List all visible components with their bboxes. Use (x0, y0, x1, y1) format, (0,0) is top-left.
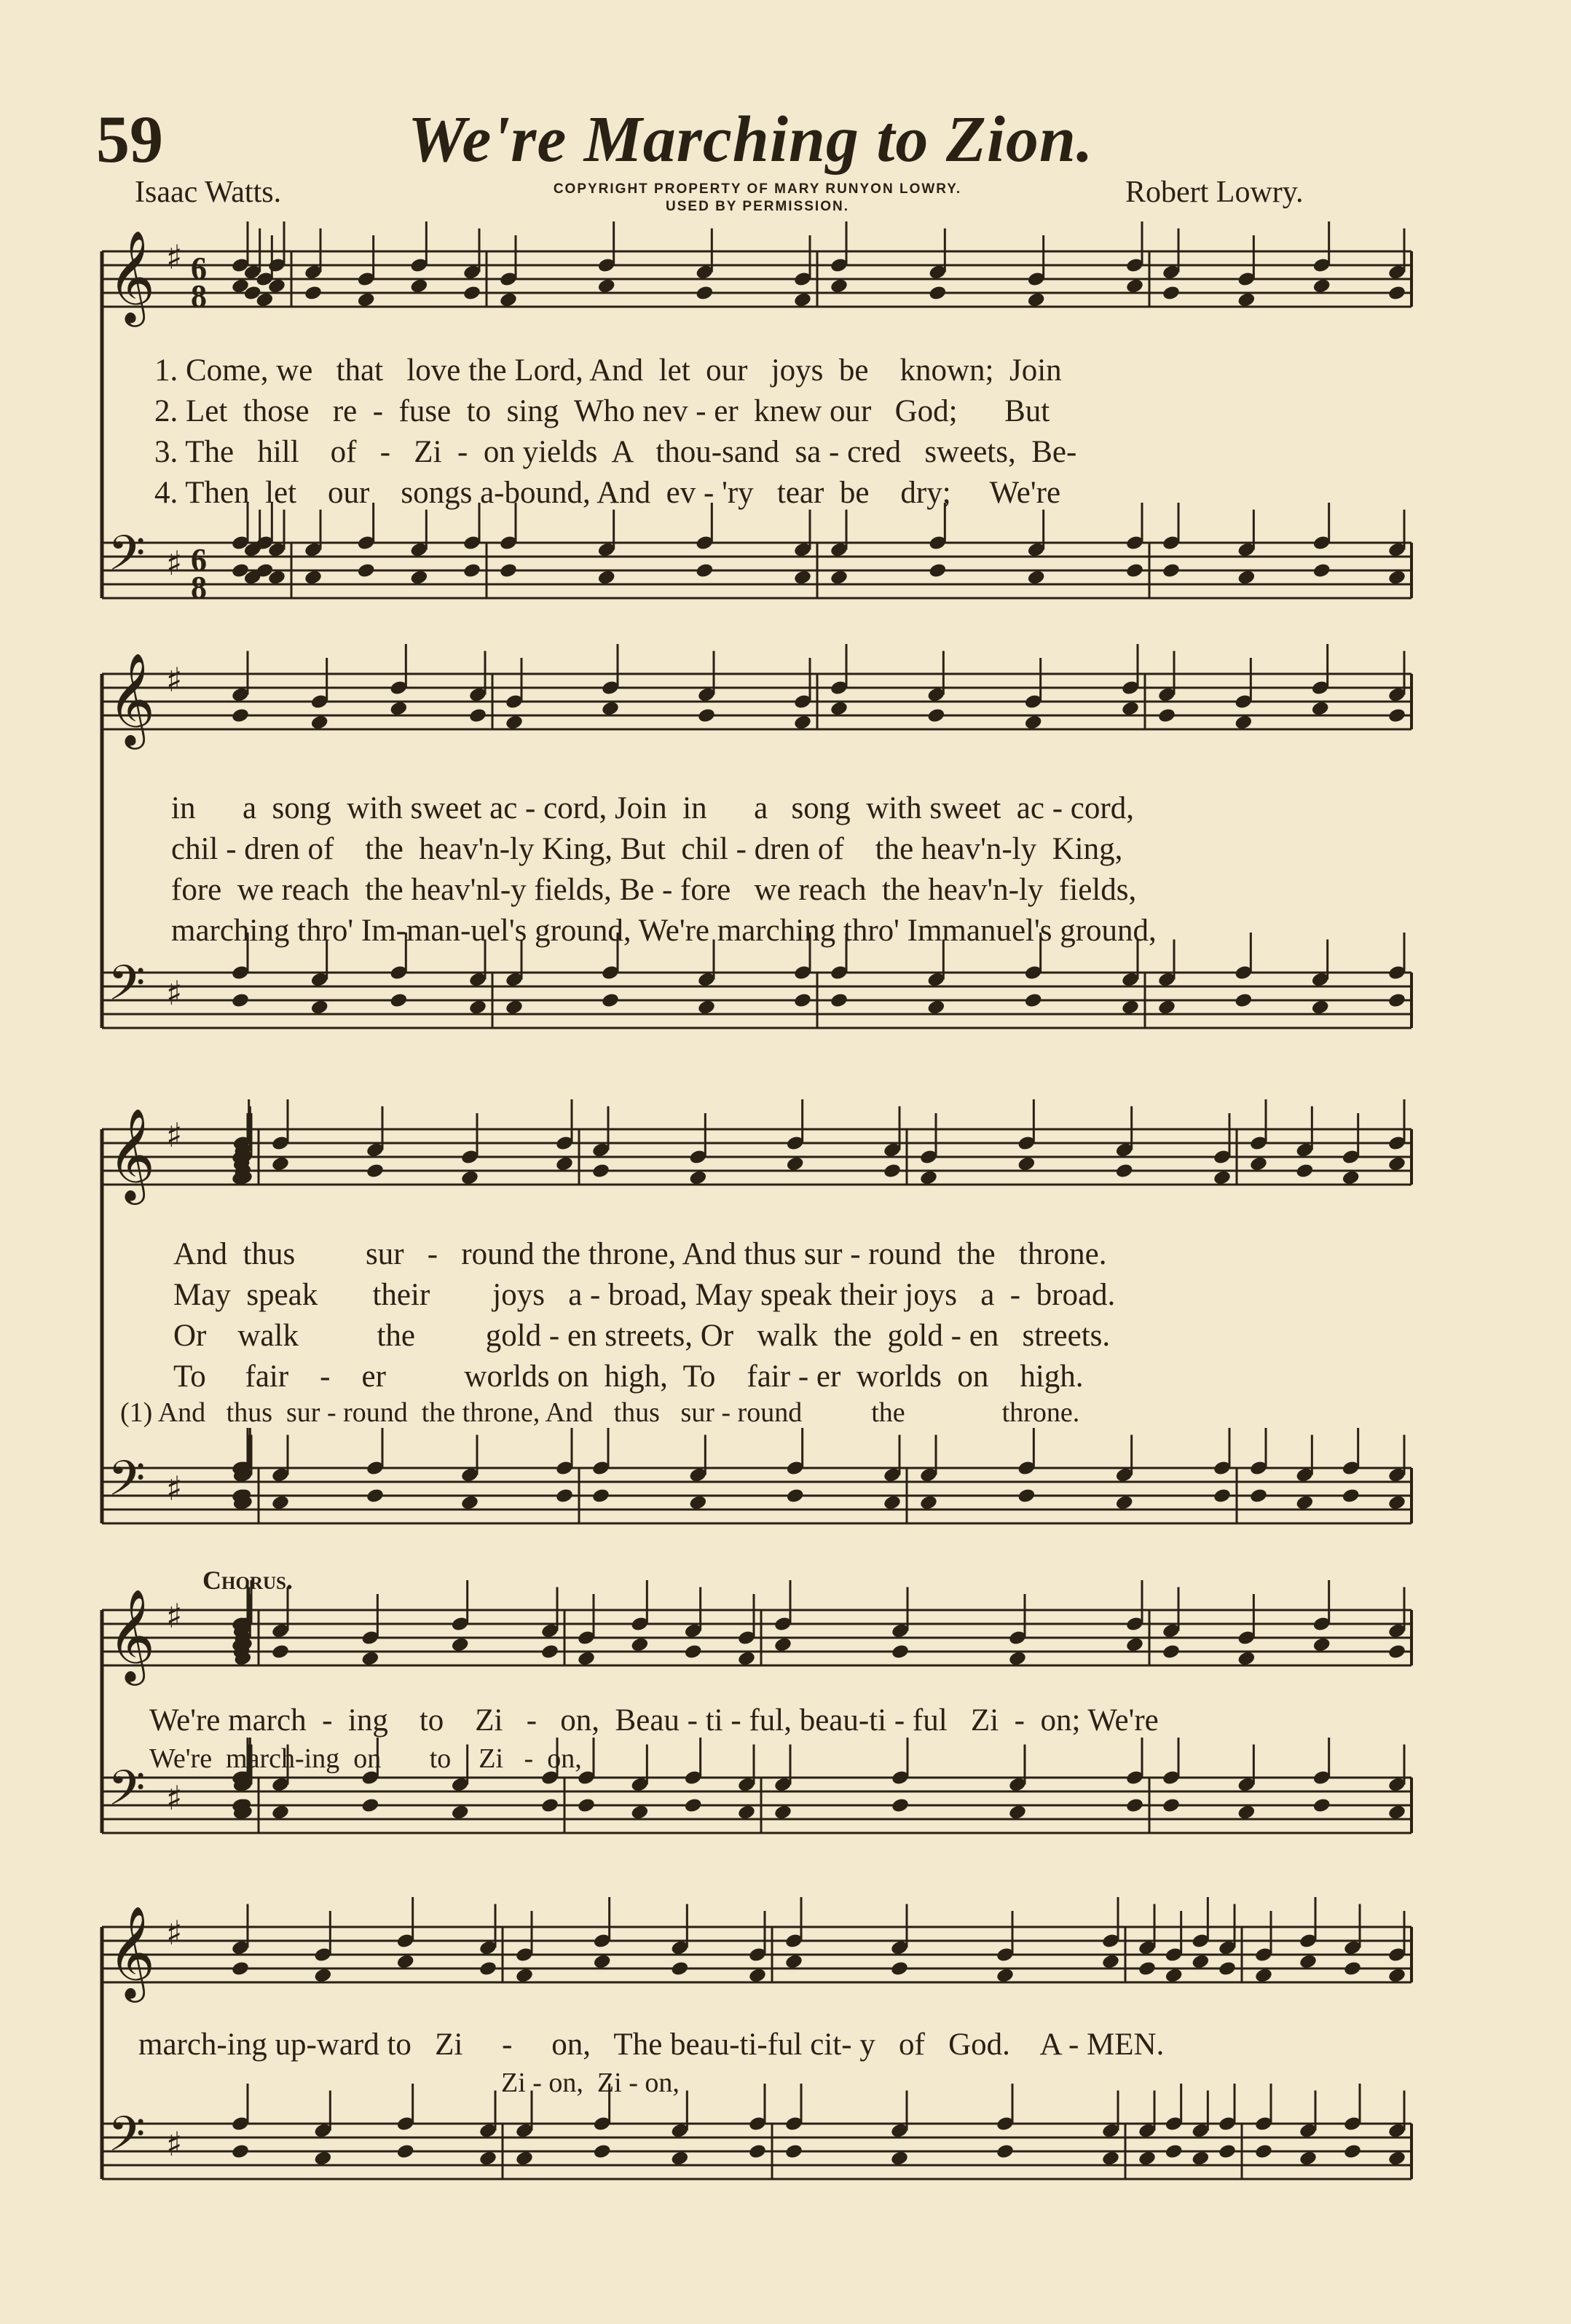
note-head (1234, 992, 1253, 1009)
note-head (304, 569, 323, 586)
note-head (1299, 1953, 1318, 1970)
note-head (409, 278, 428, 294)
note-head (1165, 2143, 1184, 2160)
note-head (505, 999, 524, 1016)
note-head (304, 285, 323, 302)
note-head (1024, 714, 1043, 731)
note-head (1017, 1155, 1036, 1172)
note-head (890, 2150, 909, 2167)
note-head (883, 1163, 902, 1179)
note-head (540, 1644, 559, 1660)
note-head (1162, 1797, 1181, 1814)
note-head (577, 1650, 596, 1667)
note-head (1249, 1488, 1268, 1504)
sharp-icon: ♯ (166, 1469, 183, 1508)
note-head (1295, 1163, 1314, 1179)
note-head (890, 1960, 909, 1977)
note-head (555, 1155, 574, 1172)
note-head (1343, 2143, 1362, 2160)
note-head (310, 999, 329, 1016)
treble-clef-icon: 𝄞 (108, 229, 156, 323)
note-head (451, 1636, 470, 1653)
note-head (1312, 1636, 1331, 1653)
lyric-verse-4-line-1: 4. Then let our songs a-bound, And ev - 'ry tear be dry; We're (154, 476, 1061, 510)
note-head (231, 2143, 250, 2160)
note-head (479, 2150, 497, 2167)
note-head (366, 1488, 385, 1504)
note-head (928, 562, 947, 579)
bass-clef-icon: 𝄢 (108, 1760, 146, 1828)
note-head (499, 291, 518, 308)
note-head (737, 1650, 756, 1667)
note-head (670, 2150, 689, 2167)
note-head (1027, 569, 1046, 586)
time-signature-bottom: 8 (191, 278, 207, 314)
note-head (601, 992, 620, 1009)
note-head (1249, 1155, 1268, 1172)
note-head (1387, 285, 1406, 302)
note-head (919, 1169, 938, 1186)
note-head (1254, 1967, 1273, 1984)
note-head (1295, 1494, 1314, 1511)
note-head (748, 1967, 767, 1984)
sharp-icon: ♯ (166, 1115, 183, 1155)
lyric-verse-3-line-3: Or walk the gold - en streets, Or walk the gold - en streets. (173, 1319, 1111, 1353)
note-head (1387, 992, 1406, 1009)
note-head (1017, 1488, 1036, 1504)
composer: Robert Lowry. (1125, 176, 1304, 209)
note-head (1342, 1488, 1361, 1504)
treble-clef-icon: 𝄞 (108, 1588, 156, 1681)
note-head (1125, 1636, 1144, 1653)
lyric-verse-2-line-1: 2. Let those re - fuse to sing Who nev - er knew our God; But (154, 394, 1050, 428)
lyric-verse-2-line-2: chil - dren of the heav'n-ly King, But chil - dren of the heav'n-ly King, (171, 832, 1123, 866)
note-head (468, 707, 487, 724)
note-head (1387, 1804, 1406, 1821)
treble-clef-icon: 𝄞 (108, 652, 156, 745)
note-head (593, 2143, 612, 2160)
note-head (737, 1804, 756, 1821)
note-head (684, 1644, 703, 1660)
note-head (366, 1163, 385, 1179)
note-head (515, 1967, 534, 1984)
note-head (928, 285, 947, 302)
note-head (1162, 1644, 1181, 1660)
note-head (784, 2143, 803, 2160)
note-head (1157, 707, 1176, 724)
note-head (515, 2150, 534, 2167)
note-head (231, 707, 250, 724)
note-head (1299, 2150, 1318, 2167)
lyric-verse-1-line-2: in a song with sweet ac - cord, Join in a song with sweet ac - cord, (171, 791, 1134, 825)
note-head (786, 1155, 805, 1172)
note-head (597, 278, 616, 294)
sharp-icon: ♯ (166, 1596, 183, 1636)
note-head (601, 700, 620, 717)
time-signature-top: 6 (191, 251, 207, 286)
note-head (462, 285, 481, 302)
lyric-verse-3-line-2: fore we reach the heav'nl-y fields, Be - fore we reach the heav'n-ly fields, (171, 873, 1137, 907)
author: Isaac Watts. (135, 176, 282, 209)
note-head (1115, 1163, 1134, 1179)
note-head (1387, 1967, 1406, 1984)
note-head (1191, 2150, 1210, 2167)
note-head (1115, 1494, 1134, 1511)
note-head (830, 569, 849, 586)
lyric-verse-2-line-3: May speak their joys a - broad, May speak their joys a - broad. (173, 1278, 1116, 1312)
note-head (773, 1804, 792, 1821)
note-head (505, 714, 524, 731)
note-head (1218, 1960, 1237, 1977)
note-head (1343, 1960, 1362, 1977)
note-head (597, 569, 616, 586)
lyric-verse-4-line-2: marching thro' Im-man-uel's ground, We're marching thro' Immanuel's ground, (171, 914, 1157, 948)
treble-clef-icon: 𝄞 (108, 1905, 156, 1998)
note-head (1237, 569, 1256, 586)
note-head (1312, 562, 1331, 579)
note-head (773, 1636, 792, 1653)
note-head (1312, 278, 1331, 294)
note-head (1138, 2150, 1157, 2167)
sharp-icon: ♯ (166, 543, 183, 583)
note-head (830, 992, 849, 1009)
note-head (361, 1650, 379, 1667)
note-head (697, 707, 716, 724)
note-head (784, 1953, 803, 1970)
bass-clef-icon: 𝄢 (108, 2106, 146, 2174)
note-head (310, 714, 329, 731)
note-head (479, 1960, 497, 1977)
note-head (1311, 999, 1330, 1016)
note-head (313, 1967, 332, 1984)
note-head (996, 2143, 1015, 2160)
permission-line: USED BY PERMISSION. (666, 199, 849, 214)
note-head (1237, 291, 1256, 308)
treble-clef-icon: 𝄞 (108, 1107, 156, 1201)
note-head (830, 700, 849, 717)
note-head (1387, 569, 1406, 586)
note-head (830, 278, 849, 294)
note-head (460, 1169, 479, 1186)
note-head (1157, 999, 1176, 1016)
note-head (1234, 714, 1253, 731)
note-head (389, 992, 408, 1009)
note-head (577, 1797, 596, 1814)
note-head (695, 285, 714, 302)
hymn-number: 59 (96, 102, 163, 176)
note-head (891, 1797, 910, 1814)
time-signature-bottom: 8 (191, 570, 207, 605)
note-head (793, 569, 812, 586)
note-head (540, 1797, 559, 1814)
note-head (271, 1644, 290, 1660)
note-head (1162, 285, 1181, 302)
hymn-title: We're Marching to Zion. (408, 103, 1094, 176)
chorus-bass-lyric-line-1: We're march-ing on to Zi - on, (149, 1743, 582, 1774)
chorus-lyric-line-1: We're march - ing to Zi - on, Beau - ti - ful, beau-ti - ful Zi - on; We're (149, 1703, 1159, 1738)
sharp-icon: ♯ (166, 237, 183, 277)
chorus-label: Chorus. (202, 1566, 293, 1595)
note-head (1165, 1967, 1184, 1984)
note-head (361, 1797, 379, 1814)
note-head (1191, 1953, 1210, 1970)
note-head (786, 1488, 805, 1504)
note-head (1213, 1488, 1232, 1504)
note-head (1387, 1494, 1406, 1511)
note-head (1237, 1650, 1256, 1667)
note-head (926, 707, 945, 724)
note-head (1125, 562, 1144, 579)
note-head (231, 992, 250, 1009)
note-head (1125, 1797, 1144, 1814)
note-head (499, 562, 518, 579)
note-head (1342, 1169, 1361, 1186)
note-head (591, 1488, 610, 1504)
note-head (748, 2143, 767, 2160)
note-head (1138, 1960, 1157, 1977)
note-head (891, 1644, 910, 1660)
note-head (919, 1494, 938, 1511)
note-head (670, 1960, 689, 1977)
note-head (996, 1967, 1015, 1984)
note-head (688, 1169, 707, 1186)
note-head (1387, 707, 1406, 724)
note-head (468, 999, 487, 1016)
lyric-alternate-line: (1) And thus sur - round the throne, And thus sur - round the throne. (120, 1397, 1080, 1428)
note-head (1125, 278, 1144, 294)
note-head (271, 1155, 290, 1172)
note-head (883, 1494, 902, 1511)
note-head (1101, 1953, 1120, 1970)
bass-clef-icon: 𝄢 (108, 1450, 146, 1518)
note-head (313, 2150, 332, 2167)
note-head (1162, 562, 1181, 579)
note-head (1311, 700, 1330, 717)
note-head (462, 562, 481, 579)
note-head (591, 1163, 610, 1179)
note-head (460, 1494, 479, 1511)
lyric-verse-1-line-1: 1. Come, we that love the Lord, And let our joys be known; Join (154, 353, 1062, 388)
note-head (1387, 2150, 1406, 2167)
note-head (231, 1960, 250, 1977)
sharp-icon: ♯ (166, 2124, 183, 2164)
copyright-line: COPYRIGHT PROPERTY OF MARY RUNYON LOWRY. (553, 181, 962, 197)
note-head (271, 1494, 290, 1511)
note-head (1213, 1169, 1232, 1186)
note-head (451, 1804, 470, 1821)
note-head (793, 291, 812, 308)
note-head (1027, 291, 1046, 308)
note-head (793, 714, 812, 731)
note-head (1387, 1644, 1406, 1660)
note-head (396, 2143, 415, 2160)
note-head (1024, 992, 1043, 1009)
note-head (684, 1797, 703, 1814)
note-head (271, 1804, 290, 1821)
sharp-icon: ♯ (166, 660, 183, 699)
note-head (1312, 1797, 1331, 1814)
lyric-verse-3-line-1: 3. The hill of - Zi - on yields A thou-sand sa - cred sweets, Be- (154, 435, 1077, 469)
note-head (1387, 1155, 1406, 1172)
note-head (389, 700, 408, 717)
note-head (1101, 2150, 1120, 2167)
note-head (630, 1804, 649, 1821)
sharp-icon: ♯ (166, 973, 183, 1013)
note-head (695, 562, 714, 579)
sharp-icon: ♯ (166, 1913, 183, 1952)
note-head (1008, 1650, 1027, 1667)
note-head (688, 1494, 707, 1511)
chorus-bass-lyric-line-2: Zi - on, Zi - on, (501, 2068, 680, 2098)
lyric-verse-4-line-3: To fair - er worlds on high, To fair - er worlds on high. (173, 1359, 1084, 1394)
note-head (555, 1488, 574, 1504)
note-head (1121, 999, 1140, 1016)
note-head (926, 999, 945, 1016)
note-head (357, 562, 376, 579)
sharp-icon: ♯ (166, 1778, 183, 1818)
bass-clef-icon: 𝄢 (108, 955, 146, 1023)
note-head (409, 569, 428, 586)
note-head (793, 992, 812, 1009)
note-head (1218, 2143, 1237, 2160)
note-head (1008, 1804, 1027, 1821)
note-head (1254, 2143, 1273, 2160)
note-head (630, 1636, 649, 1653)
lyric-verse-1-line-3: And thus sur - round the throne, And thus sur - round the throne. (173, 1237, 1107, 1271)
note-head (396, 1953, 415, 1970)
chorus-lyric-line-2: march-ing up-ward to Zi - on, The beau-ti-ful cit- y of God. A - MEN. (138, 2027, 1165, 2062)
bass-clef-icon: 𝄢 (108, 525, 146, 593)
note-head (697, 999, 716, 1016)
note-head (357, 291, 376, 308)
time-signature-top: 6 (191, 542, 207, 578)
note-head (1121, 700, 1140, 717)
note-head (593, 1953, 612, 1970)
note-head (1237, 1804, 1256, 1821)
